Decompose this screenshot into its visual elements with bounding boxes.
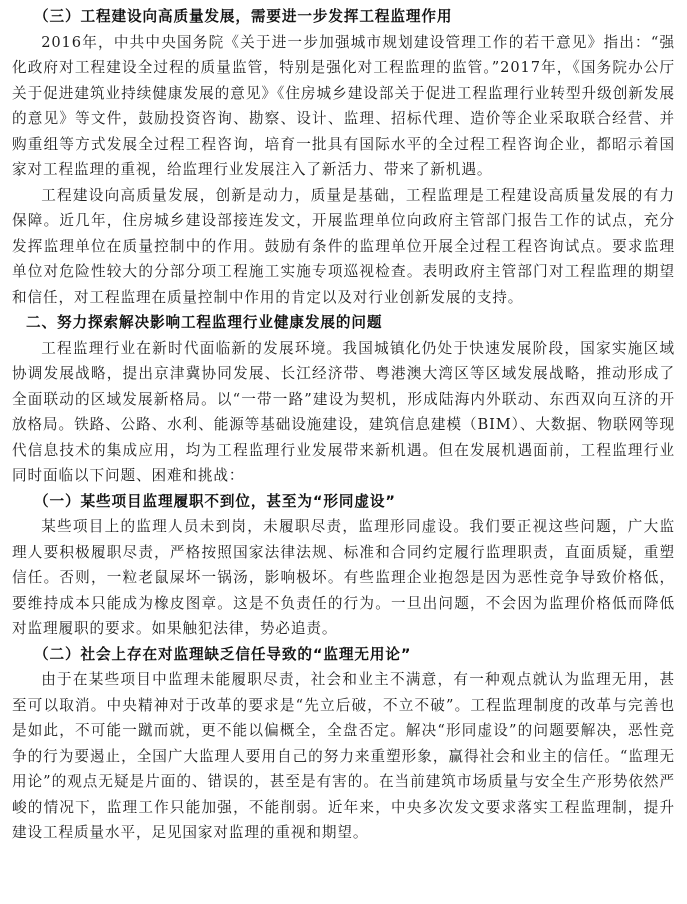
subsection-2-heading: （二）社会上存在对监理缺乏信任导致的“监理无用论” (34, 645, 412, 663)
paragraph-2016-opinions: 2016年，中共中央国务院《关于进一步加强城市规划建设管理工作的若干意见》指出：“强化政府对工程建设全过程的质量监管，特别是强化对工程监理的监管。”2017年，《国务院办公厅关于促进建筑业持续健康发展的意见》《住房城乡建设部关于促进工程监理行业转型升级创新发展的意见》等文件，鼓励投资咨询、勘察、设计、监理、招标代理、造价等企业采取联合经营、并购重组等方式发展全过程工程咨询，培育一批具有国际水平的全过程工程咨询企业，都昭示着国家对工程监理的重视，给监理行业发展注入了新活力、带来了新机遇。 (12, 33, 675, 178)
paragraph-high-quality-development: 工程建设向高质量发展，创新是动力，质量是基础，工程监理是工程建设高质量发展的有力保障。近几年，住房城乡建设部接连发文，开展监理单位向政府主管部门报告工作的试点，充分发挥监理单位在质量控制中的作用。鼓励有条件的监理单位开展全过程工程咨询试点。要求监理单位对危险性较大的分部分项工程施工实施专项巡视检查。表明政府主管部门对工程监理的期望和信任，对工程监理在质量控制中作用的肯定以及对行业创新发展的支持。 (12, 186, 675, 306)
paragraph-supervision-useless-theory: 由于在某些项目中监理未能履职尽责，社会和业主不满意，有一种观点就认为监理无用，甚至可以取消。中央精神对于改革的要求是“先立后破，不立不破”。工程监理制度的改革与完善也是如此，不可能一蹴而就，更不能以偏概全，全盘否定。解决“形同虚设”的问题要解决，恶性竞争的行为要遏止，全国广大监理人要用自己的努力来重塑形象，赢得社会和业主的信任。“监理无用论”的观点无疑是片面的、错误的，甚至是有害的。在当前建筑市场质量与安全生产形势依然严峻的情况下，监理工作只能加强，不能削弱。近年来，中央多次发文要求落实工程监理制，提升建设工程质量水平，足见国家对监理的重视和期望。 (12, 671, 675, 841)
section-3-heading: （三）工程建设向高质量发展，需要进一步发挥工程监理作用 (34, 8, 453, 25)
paragraph-supervision-not-in-place: 某些项目上的监理人员未到岗，未履职尽责，监理形同虚设。我们要正视这些问题，广大监理人要积极履职尽责，严格按照国家法律法规、标准和合同约定履行监理职责，直面质疑，重塑信任。否则，一粒老鼠屎坏一锅汤，影响极坏。有些监理企业抱怨是因为恶性竞争导致价格低，要维持成本只能成为橡皮图章。这是不负责任的行为。一旦出问题，不会因为监理价格低而降低对监理履职的要求。如果触犯法律，势必追责。 (12, 518, 675, 637)
section-2-heading: 二、努力探索解决影响工程监理行业健康发展的问题 (26, 314, 383, 331)
paragraph-new-era-environment: 工程监理行业在新时代面临新的发展环境。我国城镇化仍处于快速发展阶段，国家实施区域协调发展战略，提出京津冀协同发展、长江经济带、粤港澳大湾区等区域发展战略，推动形成了全面联动的区域发展新格局。以“一带一路”建设为契机，形成陆海内外联动、东西双向互济的开放格局。铁路、公路、水利、能源等基础设施建设，建筑信息建模（BIM）、大数据、物联网等现代信息技术的集成应用，均为工程监理行业发展带来新机遇。但在发展机遇面前，工程监理行业同时面临以下问题、困难和挑战： (12, 339, 675, 484)
subsection-1-heading: （一）某些项目监理履职不到位，甚至为“形同虚设” (34, 492, 396, 510)
